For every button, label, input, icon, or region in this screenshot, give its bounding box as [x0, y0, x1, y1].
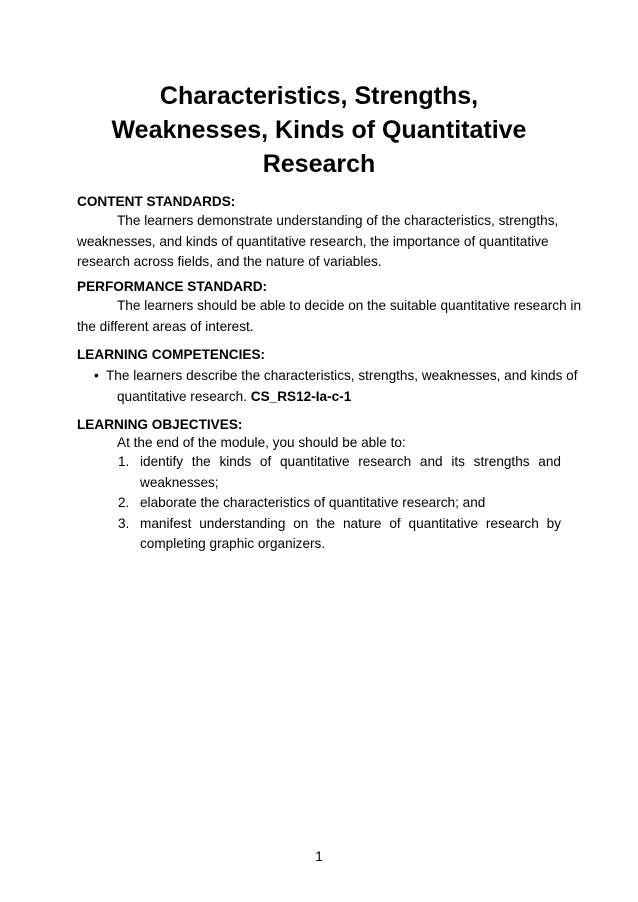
competency-text: quantitative research. — [117, 388, 247, 404]
text-line: The learners demonstrate understanding of the characteristics, strengths, — [117, 213, 559, 228]
objectives-list — [118, 452, 561, 555]
learning-objectives-heading: LEARNING OBJECTIVES: — [77, 417, 243, 432]
objectives-intro: At the end of the module, you should be able to: — [117, 435, 406, 450]
performance-standard-text — [77, 296, 581, 337]
list-item — [118, 493, 561, 514]
list-number: 1. — [118, 454, 130, 469]
competency-bullet-item — [94, 366, 578, 407]
page-title — [60, 79, 578, 181]
text-line: elaborate the characteristics of quantitative research; and — [140, 495, 486, 510]
list-item — [118, 514, 561, 555]
text-line: research across fields, and the nature of variables. — [77, 254, 382, 269]
list-number: 3. — [118, 515, 130, 531]
title-line: Research — [262, 150, 376, 178]
learning-competencies-heading: LEARNING COMPETENCIES: — [77, 347, 266, 362]
bullet-icon: • — [94, 368, 99, 383]
text-line: The learners describe the characteristics, strengths, weaknesses, and kinds of — [106, 368, 578, 383]
title-line: Characteristics, Strengths, — [159, 82, 479, 110]
list-item — [118, 452, 561, 493]
title-line: Weaknesses, Kinds of Quantitative — [111, 116, 527, 144]
text-line: identify the kinds of quantitative research and its strengths and — [140, 454, 561, 469]
competency-code: CS_RS12-Ia-c-1 — [250, 388, 352, 404]
text-line: the different areas of interest. — [77, 318, 254, 334]
content-standards-text — [77, 211, 561, 273]
performance-standard-heading: PERFORMANCE STANDARD: — [77, 279, 268, 294]
text-line: weaknesses, and kinds of quantitative research, the importance of quantitative — [77, 233, 549, 249]
text-line: completing graphic organizers. — [140, 536, 326, 551]
text-line: manifest understanding on the nature of quantitative research by — [140, 515, 561, 531]
text-line — [106, 387, 561, 408]
page-number: 1 — [315, 849, 323, 864]
text-line: The learners should be able to decide on the suitable quantitative research in — [117, 298, 581, 313]
list-number: 2. — [118, 495, 130, 510]
content-standards-heading: CONTENT STANDARDS: — [77, 194, 236, 209]
text-line: weaknesses; — [140, 474, 219, 490]
